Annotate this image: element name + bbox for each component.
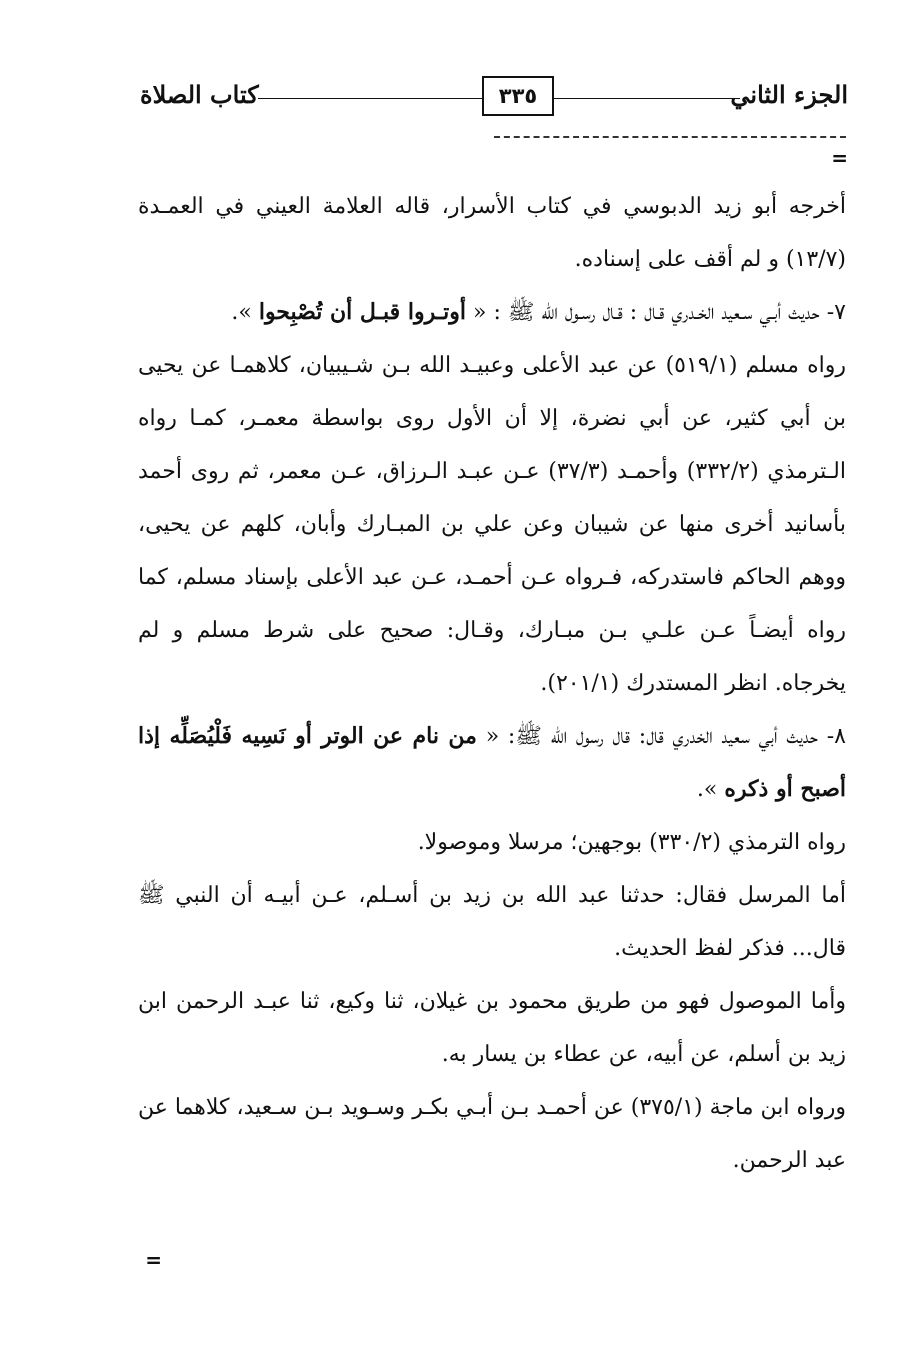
dashed-separator — [494, 136, 846, 138]
hadith-7-matn: أوتـروا قبـل أن تُصْبِحوا — [258, 299, 467, 325]
paragraph-takhrij-7: رواه مسلم (٥١٩/١) عن عبد الأعلى وعبيـد الله بـن شـيبيان، كلاهمـا عن يحيى بن أبي كثير، عن أبي نضرة، إلا أن الأول روى بواسطة معمـر، كمـا رواه الـترمذي (٣٣٢/٢) وأحمـد (٣٧/٣) عـن عبـد الـرزاق، عـن معمر، ثم روى أحمد بأسانيد أخرى منها عن شيبان وعن علي بن المبـارك وأبان، كلهم عن يحيى، ووهم الحاكم فاستدركه، فـرواه عـن أحمـد، عـن عبد الأعلى بإسناد مسلم، كما رواه أيضـاً عـن علـي بـن مبـارك، وقـال: صحيح على شرط مسلم و لم يخرجاه. انظر المستدرك (٢٠١/١). — [138, 353, 846, 696]
hadith-8-lead: حديث أبي سعيد الخدري قال: قال رسول الله ﷺ: « — [476, 724, 827, 749]
top-separator-mark: = — [831, 146, 848, 170]
paragraph-tirmidhi: رواه الترمذي (٣٣٠/٢) بوجهين؛ مرسلا وموصولا. — [417, 830, 846, 855]
paragraph-mawsul: وأما الموصول فهو من طريق محمود بن غيلان، ثنا وكيع، ثنا عبـد الرحمن ابن زيد بن أسلم، عن أبيه، عن عطاء بن يسار به. — [138, 989, 846, 1067]
paragraph-mursal: أما المرسل فقال: حدثنا عبد الله بن زيد بن أسـلم، عـن أبيـه أن النبي ﷺ قال... فذكر لفظ الحديث. — [138, 883, 846, 961]
hadith-8 — [138, 710, 846, 816]
hadith-8-tail: ». — [696, 777, 725, 802]
paragraph-commentary-1: أخرجه أبو زيد الدبوسي في كتاب الأسرار، قاله العلامة العيني في العمـدة (١٣/٧) و لم أقف على إسناده. — [138, 194, 846, 272]
header-rule-left — [258, 98, 482, 99]
book-title: كتاب الصلاة — [140, 80, 259, 109]
header-rule-right — [554, 98, 740, 99]
paragraph-ibn-majah: ورواه ابن ماجة (٣٧٥/١) عن أحمـد بـن أبـي بكـر وسـويد بـن سـعيد، كلاهما عن عبد الرحمن. — [138, 1095, 847, 1173]
hadith-7-number: ٧- — [826, 300, 846, 325]
bottom-separator-mark: = — [145, 1248, 162, 1272]
hadith-7-tail: ». — [231, 300, 259, 325]
hadith-7-lead: حديث أبـي سـعيد الخـدري قـال : قـال رسـول الله ﷺ : « — [466, 300, 827, 325]
hadith-7 — [138, 286, 846, 339]
hadith-8-number: ٨- — [826, 724, 846, 749]
page-number: ٣٣٥ — [482, 76, 554, 116]
hadith-8-matn: من نام عن الوتر أو نَسِيه فَلْيُصَلِّه إذا أصبح أو ذكره — [138, 723, 846, 802]
volume-label: الجزء الثاني — [730, 80, 848, 109]
body-text — [138, 180, 846, 1187]
